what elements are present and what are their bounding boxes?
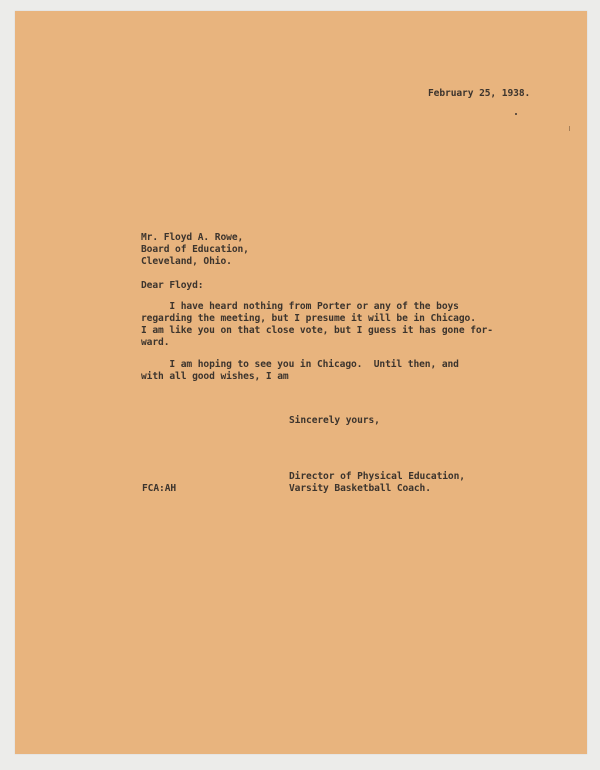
body-paragraph-1-line-3: I am like you on that close vote, but I guess it has gone for-	[141, 325, 493, 336]
body-paragraph-1-line-1: I have heard nothing from Porter or any of the boys	[141, 301, 459, 312]
body-paragraph-1-line-2: regarding the meeting, but I presume it will be in Chicago.	[141, 313, 476, 324]
body-paragraph-2-line-1: I am hoping to see you in Chicago. Until then, and	[141, 359, 459, 370]
body-paragraph-2-line-2: with all good wishes, I am	[141, 371, 289, 382]
typist-initials: FCA:AH	[142, 483, 177, 494]
signature-title-2: Varsity Basketball Coach.	[289, 483, 431, 494]
letter-sheet	[15, 11, 587, 754]
paper-speck	[569, 126, 570, 131]
recipient-name: Mr. Floyd A. Rowe,	[141, 232, 244, 243]
ink-dot	[515, 113, 517, 115]
recipient-organization: Board of Education,	[141, 244, 249, 255]
body-paragraph-1-line-4: ward.	[141, 337, 170, 348]
recipient-city: Cleveland, Ohio.	[141, 256, 232, 267]
signature-title-1: Director of Physical Education,	[289, 471, 465, 482]
salutation: Dear Floyd:	[141, 280, 204, 291]
closing: Sincerely yours,	[289, 415, 380, 426]
letter-date: February 25, 1938.	[428, 88, 531, 99]
